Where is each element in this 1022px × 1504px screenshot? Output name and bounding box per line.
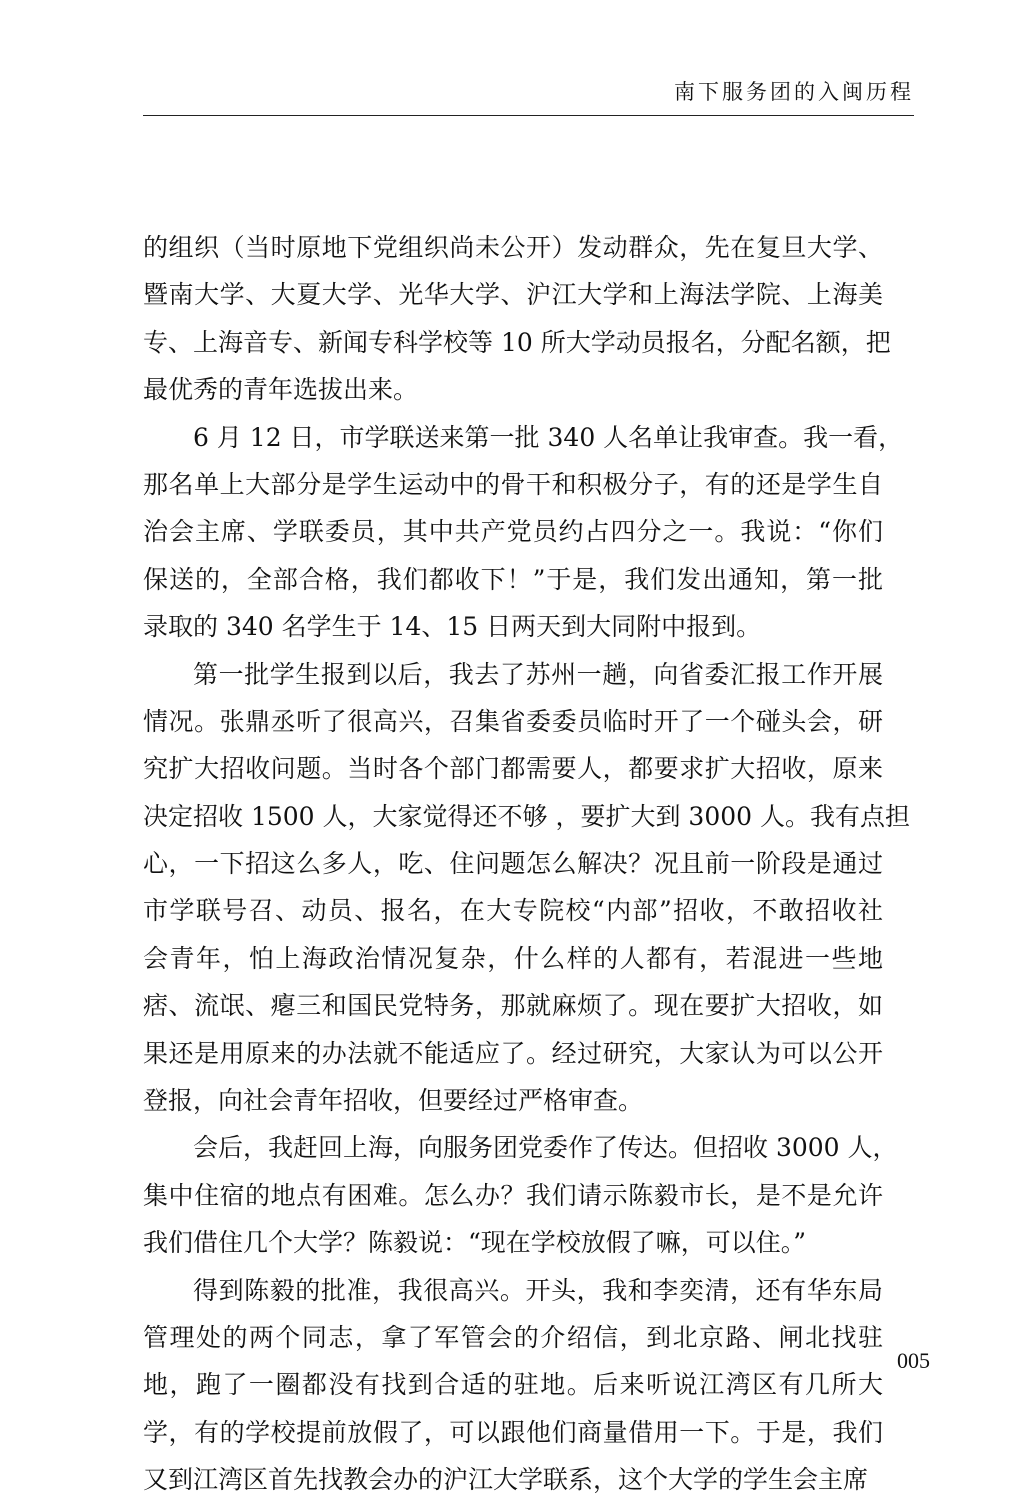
paragraph <box>143 1267 883 1504</box>
text-line: 学，有的学校提前放假了，可以跟他们商量借用一下。于是，我们 <box>143 1417 883 1447</box>
text-line: 专、上海音专、新闻专科学校等 10 所大学动员报名，分配名额，把 <box>143 327 891 357</box>
paragraph <box>143 224 891 414</box>
text-line: 的组织（当时原地下党组织尚未公开）发动群众，先在复旦大学、 <box>143 233 883 262</box>
text-line: 录取的 340 名学生于 14、15 日两天到大同附中报到。 <box>143 612 762 642</box>
text-line: 会青年，怕上海政治情况复杂，什么样的人都有，若混进一些地 <box>143 943 883 973</box>
text-line: 地，跑了一圈都没有找到合适的驻地。后来听说江湾区有几所大 <box>143 1370 883 1400</box>
paragraph <box>143 1124 898 1266</box>
text-line: 6 月 12 日，市学联送来第一批 340 人名单让我审查。我一看， <box>193 422 904 452</box>
body-text <box>143 224 910 1504</box>
text-line: 集中住宿的地点有困难。怎么办？我们请示陈毅市长，是不是允许 <box>143 1180 883 1210</box>
text-line: 治会主席、学联委员，其中共产党员约占四分之一。我说：“你们 <box>143 517 883 547</box>
text-line: 保送的，全部合格，我们都收下！”于是，我们发出通知，第一批 <box>143 564 883 594</box>
text-line: 又到江湾区首先找教会办的沪江大学联系，这个大学的学生会主席 <box>143 1465 869 1495</box>
text-line: 决定招收 1500 人，大家觉得还不够 ，要扩大到 3000 人。我有点担 <box>143 801 910 831</box>
page-number: 005 <box>897 1348 930 1373</box>
text-line: 情况。张鼎丞听了很高兴，召集省委委员临时开了一个碰头会，研 <box>143 706 883 736</box>
paragraph <box>143 651 910 1125</box>
text-line: 市学联号召、动员、报名，在大专院校“内部”招收，不敢招收社 <box>143 896 883 926</box>
header-rule <box>143 115 914 116</box>
text-line: 最优秀的青年选拔出来。 <box>143 375 419 405</box>
text-line: 会后，我赶回上海，向服务团党委作了传达。但招收 3000 人， <box>193 1133 898 1163</box>
text-line: 暨南大学、大夏大学、光华大学、沪江大学和上海法学院、上海美 <box>143 280 883 310</box>
text-line: 究扩大招收问题。当时各个部门都需要人，都要求扩大招收，原来 <box>143 754 883 784</box>
text-line: 心，一下招这么多人，吃、住问题怎么解决？况且前一阶段是通过 <box>143 849 883 879</box>
text-line: 得到陈毅的批准，我很高兴。开头，我和李奕清，还有华东局 <box>193 1275 883 1305</box>
text-line: 痞、流氓、瘪三和国民党特务，那就麻烦了。现在要扩大招收，如 <box>143 991 883 1021</box>
paragraph <box>143 414 904 651</box>
text-line: 果还是用原来的办法就不能适应了。经过研究，大家认为可以公开 <box>143 1038 883 1068</box>
running-header: 南下服务团的入闽历程 <box>674 80 914 104</box>
text-line: 我们借住几个大学？陈毅说：“现在学校放假了嘛，可以住。” <box>143 1228 807 1258</box>
text-line: 那名单上大部分是学生运动中的骨干和积极分子，有的还是学生自 <box>143 469 883 499</box>
text-line: 第一批学生报到以后，我去了苏州一趟，向省委汇报工作开展 <box>193 659 883 689</box>
text-line: 管理处的两个同志，拿了军管会的介绍信，到北京路、闸北找驻 <box>143 1322 883 1352</box>
text-line: 登报，向社会青年招收，但要经过严格审查。 <box>143 1086 644 1116</box>
